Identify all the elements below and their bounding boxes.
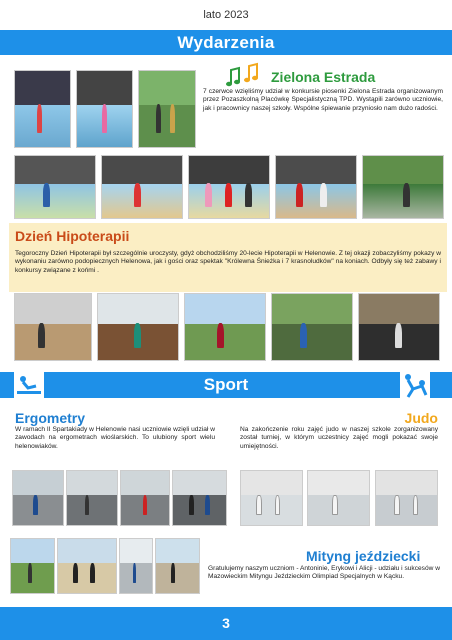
- photo-judo-1: [240, 470, 303, 526]
- ergometry-text: W ramach II Spartakiady w Helenowie nasi uczniowie wzięli udział w zawodach na ergometrach wioślarskich. To ulubiony sport wielu helenowiaków.: [15, 426, 215, 450]
- zielona-estrada-title: Zielona Estrada: [271, 69, 376, 85]
- photo-hipo-5: [358, 293, 440, 361]
- photo-hipo-3: [184, 293, 266, 361]
- photo-stage-3: [188, 155, 270, 219]
- photo-mityng-4: [155, 538, 200, 594]
- judo-text: Na zakończenie roku zajęć judo w naszej szkole zorganizowany został turniej, w którym uczestnicy zajęć mogli pokazać swoje umiejętności.: [240, 426, 438, 450]
- sport-banner: Sport: [0, 372, 452, 398]
- mityng-text: Gratulujemy naszym uczniom - Antoninie, Erykowi i Alicji - udziału i sukcesów w Mazowieckim Mityngu Jeździeckim Olimpiad Specjalnych w Kącku.: [208, 565, 440, 581]
- photo-ergo-1: [12, 470, 64, 526]
- wydarzenia-banner: Wydarzenia: [0, 30, 452, 55]
- photo-stage-2: [101, 155, 183, 219]
- judo-icon: [400, 371, 430, 399]
- page-number: 3: [0, 607, 452, 640]
- hipoterapia-title: Dzień Hipoterapii: [15, 228, 130, 244]
- judo-title: Judo: [404, 410, 438, 426]
- photo-ergo-2: [66, 470, 118, 526]
- season-label: lato 2023: [203, 9, 249, 21]
- photo-mityng-3: [119, 538, 153, 594]
- music-notes-icon: [225, 62, 265, 90]
- photo-zielona-2: [76, 70, 133, 148]
- ergometry-title: Ergometry: [15, 410, 86, 426]
- photo-stage-4: [275, 155, 357, 219]
- photo-zielona-3: [138, 70, 196, 148]
- photo-mityng-1: [10, 538, 55, 594]
- zielona-estrada-text: 7 czerwce wzięliśmy udział w konkursie piosenki Zielona Estrada organizowanym przez Pozaszkolną Placówkę Specjalistyczną TPD. Wystąpili zarówno uczniowie, jak i pracownicy naszej szkoły. Wspólne śpiewanie przyniosło nam dużo radości.: [203, 88, 443, 112]
- photo-hipo-4: [271, 293, 353, 361]
- mityng-title: Mityng jeździecki: [306, 548, 421, 564]
- photo-mityng-2: [57, 538, 117, 594]
- photo-zielona-1: [14, 70, 71, 148]
- photo-stage-5: [362, 155, 444, 219]
- photo-ergo-3: [120, 470, 170, 526]
- photo-stage-1: [14, 155, 96, 219]
- photo-hipo-1: [14, 293, 92, 361]
- hipoterapia-text: Tegoroczny Dzień Hipoterapii był szczególnie uroczysty, gdyż obchodziliśmy 20-lecie Hipoterapii w Helenowie. Z tej okazji zobaczyliśmy pokazy w wykonaniu zarówno podopiecznych Helenowa, jak i gości oraz spektak "Królewna Śnieżka i 7 krasnoludków" na koniach. Odbyły się też zabawy i konkursy związane z końmi .: [15, 250, 441, 274]
- photo-judo-3: [375, 470, 438, 526]
- photo-hipo-2: [97, 293, 179, 361]
- photo-judo-2: [307, 470, 370, 526]
- rowing-icon: [14, 371, 44, 399]
- photo-ergo-4: [172, 470, 227, 526]
